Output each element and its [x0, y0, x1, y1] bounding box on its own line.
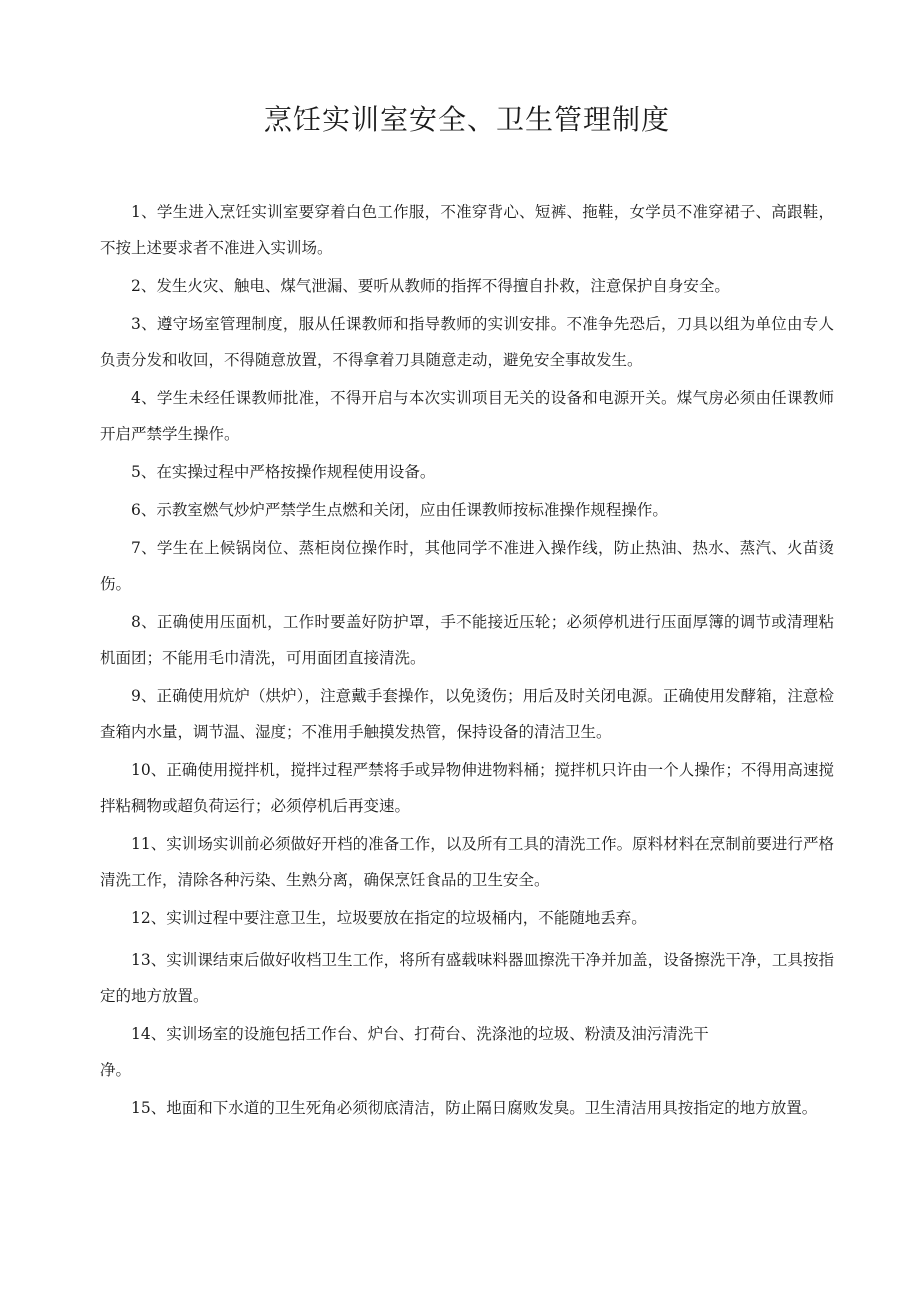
- rule-item: 7、学生在上候锅岗位、蒸柜岗位操作时，其他同学不准进入操作线，防止热油、热水、蒸汽、火苗烫伤。: [100, 539, 834, 593]
- rule-item: 12、实训过程中要注意卫生，垃圾要放在指定的垃圾桶内，不能随地丢弃。: [131, 909, 647, 927]
- page-title: 烹饪实训室安全、卫生管理制度: [263, 103, 670, 136]
- rule-item: 6、示教室燃气炒炉严禁学生点燃和关闭，应由任课教师按标准操作规程操作。: [131, 501, 668, 519]
- rule-item: 5、在实操过程中严格按操作规程使用设备。: [131, 463, 436, 481]
- rule-item: 14、实训场室的设施包括工作台、炉台、打荷台、洗涤池的垃圾、粉渍及油污清洗干 净。: [100, 1025, 709, 1079]
- rules-list: [100, 194, 834, 1126]
- rule-item: 4、学生未经任课教师批准，不得开启与本次实训项目无关的设备和电源开关。煤气房必须由任课教师开启严禁学生操作。: [100, 389, 834, 443]
- rule-item: 11、实训场实训前必须做好开档的准备工作，以及所有工具的清洗工作。原料材料在烹制前要进行严格清洗工作，清除各种污染、生熟分离，确保烹饪食品的卫生安全。: [100, 835, 834, 889]
- rule-item: 10、正确使用搅拌机，搅拌过程严禁将手或异物伸进物料桶；搅拌机只许由一个人操作；不得用高速搅拌粘稠物或超负荷运行；必须停机后再变速。: [100, 761, 834, 815]
- rule-item: 8、正确使用压面机，工作时要盖好防护罩，手不能接近压轮；必须停机进行压面厚簿的调节或清理粘机面团；不能用毛巾清洗，可用面团直接清洗。: [100, 613, 834, 667]
- rule-item: 1、学生进入烹饪实训室要穿着白色工作服，不准穿背心、短裤、拖鞋，女学员不准穿裙子、高跟鞋，不按上述要求者不准进入实训场。: [100, 203, 834, 257]
- rule-item: 15、地面和下水道的卫生死角必须彻底清洁，防止隔日腐败发臭。卫生清洁用具按指定的地方放置。: [131, 1099, 818, 1117]
- rule-item: 3、遵守场室管理制度，服从任课教师和指导教师的实训安排。不准争先恐后，刀具以组为单位由专人负责分发和收回，不得随意放置，不得拿着刀具随意走动，避免安全事故发生。: [100, 315, 834, 369]
- rule-item: 13、实训课结束后做好收档卫生工作，将所有盛载味料器皿擦洗干净并加盖，设备擦洗干净，工具按指定的地方放置。: [100, 951, 834, 1005]
- rule-item: 9、正确使用炕炉（烘炉），注意戴手套操作，以免烫伤；用后及时关闭电源。正确使用发酵箱，注意检查箱内水量，调节温、湿度；不准用手触摸发热管，保持设备的清洁卫生。: [100, 687, 834, 741]
- rule-item: 2、发生火灾、触电、煤气泄漏、要听从教师的指挥不得擅自扑救，注意保护自身安全。: [131, 277, 730, 295]
